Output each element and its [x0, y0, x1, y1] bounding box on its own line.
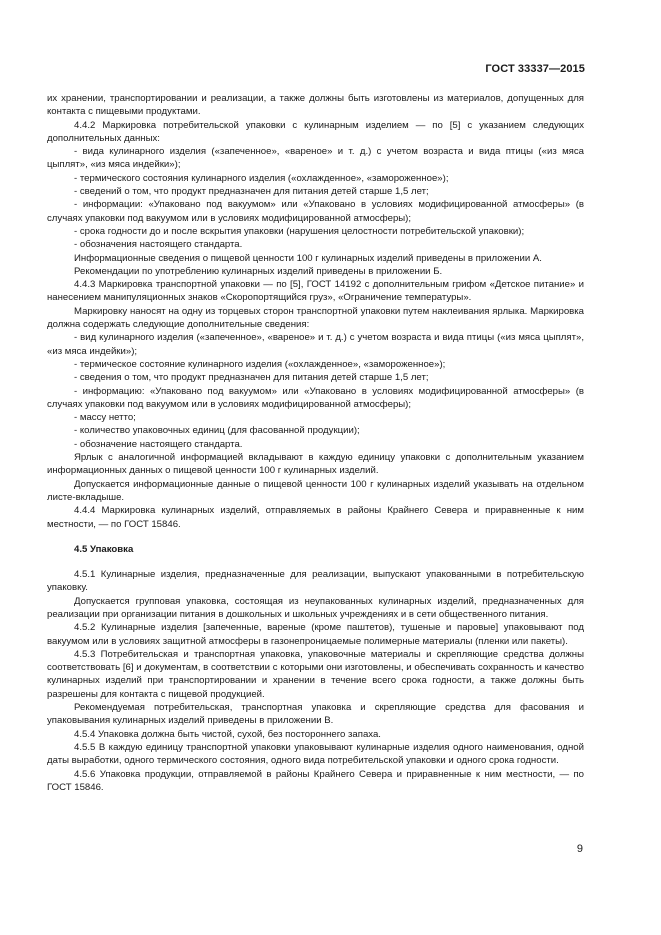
clause-4-4-4: 4.4.4 Маркировка кулинарных изделий, отправляемых в районы Крайнего Севера и приравненные к ним местности, — по ГОСТ 15846.	[47, 505, 584, 530]
paragraph: Рекомендации по употреблению кулинарных изделий приведены в приложении Б.	[74, 265, 443, 277]
clause-4-5-1: 4.5.1 Кулинарные изделия, предназначенные для реализации, выпускают упакованными в потребительскую упаковку.	[47, 569, 584, 594]
list-item: - массу нетто;	[74, 412, 136, 424]
list-item: - информации: «Упаковано под вакуумом» или «Упаковано в условиях модифицированной атмосферы» (в случаях упаковки под вакуумом или в условиях модифицированной атмосферы);	[47, 199, 584, 224]
list-item: - термическое состояние кулинарного изделия («охлажденное», «замороженное»);	[74, 358, 446, 370]
list-item: - обозначение настоящего стандарта.	[74, 438, 243, 450]
paragraph: Допускается информационные данные о пищевой ценности 100 г кулинарных изделий указывать на отдельном листе-вкладыше.	[47, 478, 584, 503]
list-item: - вида кулинарного изделия («запеченное», «вареное» и т. д.) с учетом возраста и вида птицы («из мяса цыплят», «из мяса индейки»);	[47, 146, 584, 171]
clause-4-5-6: 4.5.6 Упаковка продукции, отправляемой в районы Крайнего Севера и приравненные к ним местности, — по ГОСТ 15846.	[47, 768, 584, 793]
section-title-4-5: 4.5 Упаковка	[74, 543, 134, 555]
list-item: - термического состояния кулинарного изделия («охлажденное», «замороженное»);	[74, 172, 449, 184]
paragraph: Информационные сведения о пищевой ценности 100 г кулинарных изделий приведены в приложении А.	[74, 252, 542, 264]
document-code-header: ГОСТ 33337—2015	[485, 63, 585, 75]
paragraph: Маркировку наносят на одну из торцевых сторон транспортной упаковки путем наклеивания ярлыка. Маркировка должна содержать следующие дополнительные сведения:	[47, 305, 584, 331]
clause-4-5-5: 4.5.5 В каждую единицу транспортной упаковки упаковывают кулинарные изделия одного наименования, одной даты выработки, одного термического состояния, одного вида потребительской упаковки и одного срока годности.	[47, 741, 584, 767]
clause-4-4-2: 4.4.2 Маркировка потребительской упаковки с кулинарным изделием — по [5] с указанием следующих дополнительных данных:	[47, 119, 584, 144]
list-item: - вид кулинарного изделия («запеченное», «вареное» и т. д.) с учетом возраста и вида птицы («из мяса цыплят», «из мяса индейки»);	[47, 332, 584, 357]
list-item: - количество упаковочных единиц (для фасованной продукции);	[74, 425, 360, 437]
clause-4-5-2: 4.5.2 Кулинарные изделия [запеченные, вареные (кроме паштетов), тушеные и паровые] упаковывают под вакуумом или в условиях защитной атмосферы в газонепроницаемые полимерные материалы (пленки или пакеты).	[47, 622, 584, 647]
paragraph: Допускается групповая упаковка, состоящая из неупакованных кулинарных изделий, предназначенных для реализации при организации питания в дошкольных и школьных учреждениях и в сети общественного питания.	[47, 595, 584, 620]
paragraph: Ярлык с аналогичной информацией вкладывают в каждую единицу упаковки с дополнительным указанием информационных данных о пищевой ценности 100 г кулинарных изделий.	[47, 452, 584, 477]
document-body	[47, 92, 584, 794]
clause-4-5-4: 4.5.4 Упаковка должна быть чистой, сухой, без постороннего запаха.	[74, 728, 381, 740]
paragraph: Рекомендуемая потребительская, транспортная упаковка и скрепляющие средства для фасования и упаковывания кулинарных изделий приведены в приложении В.	[47, 702, 584, 727]
clause-4-5-3: 4.5.3 Потребительская и транспортная упаковка, упаковочные материалы и скрепляющие средства должны соответствовать [6] и документам, в соответствии с которыми они изготовлены, и обеспечивать сохранность и качество кулинарных изделий при транспортировании и хранении в течение всего срока годности, а также должны быть разрешены для контакта с пищевой продукцией.	[47, 648, 584, 700]
list-item: - срока годности до и после вскрытия упаковки (нарушения целостности потребительской упаковки);	[74, 225, 525, 237]
list-item: - обозначения настоящего стандарта.	[74, 239, 243, 251]
list-item: - информацию: «Упаковано под вакуумом» или «Упаковано в условиях модифицированной атмосферы» (в случаях упаковки под вакуумом или в условиях модифицированной атмосферы);	[47, 385, 584, 410]
list-item: - сведений о том, что продукт предназначен для питания детей старше 1,5 лет;	[74, 186, 429, 198]
paragraph: их хранении, транспортировании и реализации, а также должны быть изготовлены из материалов, допущенных для контакта с пищевыми продуктами.	[47, 93, 584, 118]
list-item: - сведения о том, что продукт предназначен для питания детей старше 1,5 лет;	[74, 372, 429, 384]
page-number: 9	[576, 843, 583, 855]
clause-4-4-3: 4.4.3 Маркировка транспортной упаковки — по [5], ГОСТ 14192 с дополнительным грифом «Детское питание» и нанесением манипуляционных знаков «Скоропортящийся груз», «Ограничение температуры».	[47, 279, 584, 304]
